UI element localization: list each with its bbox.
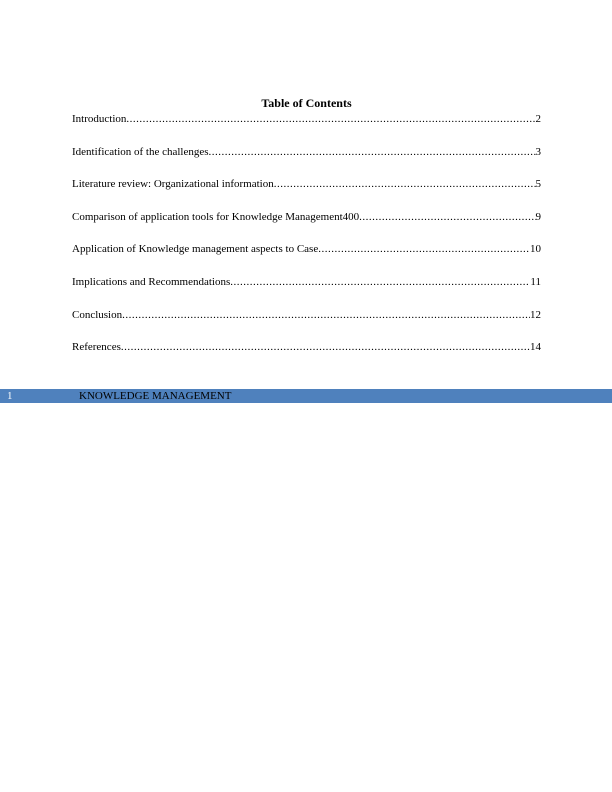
page-footer-bar [0, 389, 612, 403]
toc-entry-application[interactable] [72, 242, 541, 256]
toc-entry-references[interactable] [72, 340, 541, 354]
footer-page-number: 1 [7, 390, 13, 402]
toc-entry-label: Identification of the challenges [72, 145, 209, 158]
toc-dot-leader [121, 340, 530, 354]
toc-entry-conclusion[interactable] [72, 308, 541, 322]
toc-entry-page: 2 [535, 113, 541, 125]
toc-dot-leader [274, 177, 536, 191]
toc-dot-leader [126, 112, 535, 126]
toc-entry-label: Literature review: Organizational information [72, 178, 274, 191]
toc-entry-page: 11 [530, 275, 541, 288]
toc-entry-implications[interactable] [72, 275, 541, 289]
toc-entry-comparison[interactable] [72, 210, 541, 224]
toc-entry-page: 3 [535, 145, 541, 158]
toc-entry-label: Application of Knowledge management aspects to Case [72, 243, 319, 256]
toc-entry-page: 5 [535, 178, 541, 191]
toc-entry-label: Comparison of application tools for Knowledge Management400 [72, 210, 360, 223]
toc-entry-label: References [72, 341, 121, 354]
toc-dot-leader [209, 145, 536, 159]
toc-entry-introduction[interactable] [72, 112, 541, 126]
toc-heading: Table of Contents [261, 96, 352, 110]
toc-entry-label: Conclusion [72, 308, 123, 321]
toc-dot-leader [122, 308, 530, 322]
toc-entry-label: Introduction [72, 113, 127, 125]
toc-entry-literature-review[interactable] [72, 177, 541, 191]
toc-dot-leader [318, 242, 530, 256]
toc-entry-page: 9 [535, 210, 541, 223]
toc-entry-page: 10 [530, 243, 541, 256]
toc-entry-label: Implications and Recommendations [72, 275, 231, 288]
toc-entry-page: 14 [530, 341, 541, 354]
toc-entry-page: 12 [530, 308, 541, 321]
toc-entry-challenges[interactable] [72, 145, 541, 159]
table-of-contents [72, 95, 541, 373]
footer-running-title: KNOWLEDGE MANAGEMENT [79, 390, 232, 402]
toc-dot-leader [359, 210, 535, 224]
toc-dot-leader [230, 275, 530, 289]
